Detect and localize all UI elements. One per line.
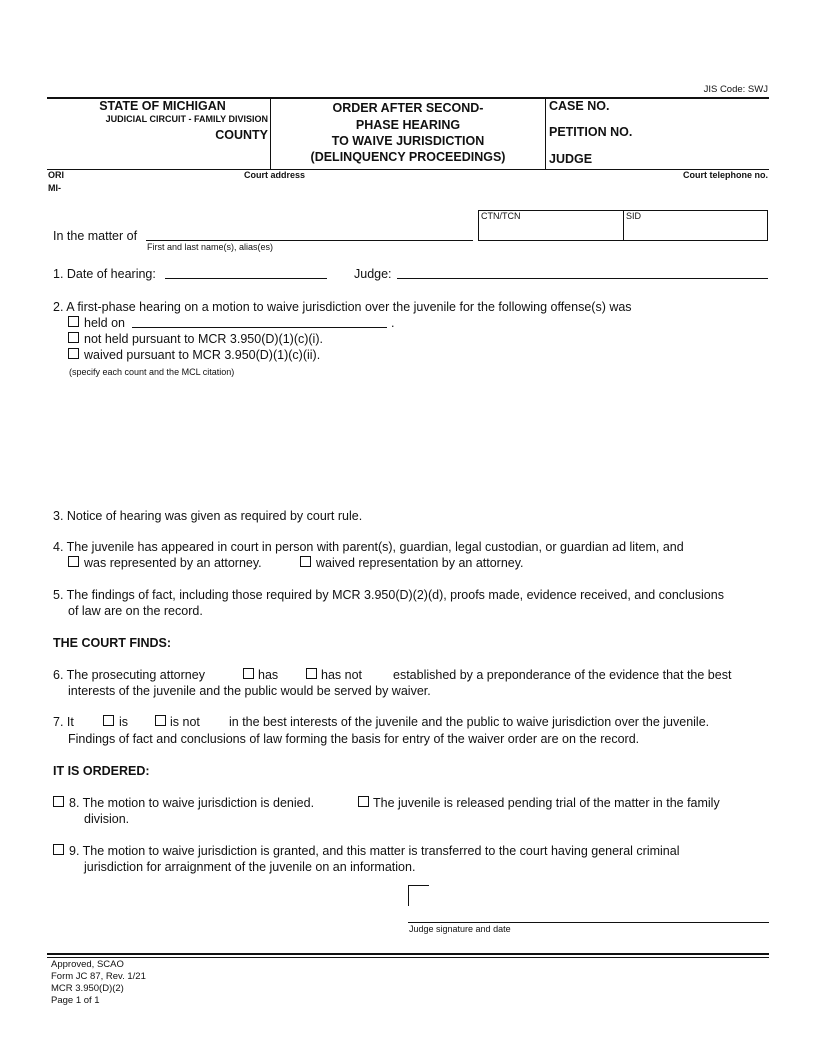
matter-label: In the matter of <box>53 229 138 243</box>
judge-signature-field[interactable] <box>408 922 769 923</box>
form-title-line: ORDER AFTER SECOND- <box>332 101 484 115</box>
is-label: is <box>119 715 129 729</box>
form-title-line: (DELINQUENCY PROCEEDINGS) <box>310 150 506 164</box>
court-phone-label: Court telephone no. <box>683 170 768 180</box>
item-4-text: 4. The juvenile has appeared in court in person with parent(s), guardian, legal custodian, or guardian ad litem, and <box>53 540 684 554</box>
item-9-text: jurisdiction for arraignment of the juvenile on an information. <box>84 860 416 874</box>
matter-caption: First and last name(s), alias(es) <box>147 242 274 252</box>
has-not-label: has not <box>321 668 363 682</box>
footer-line: Page 1 of 1 <box>51 995 100 1006</box>
held-on-label: held on <box>84 316 126 330</box>
footer-line: MCR 3.950(D)(2) <box>51 983 124 994</box>
signature-corner-mark <box>408 885 429 906</box>
has-label: has <box>258 668 279 682</box>
footer-rule <box>47 953 769 955</box>
waived-representation-checkbox[interactable] <box>300 556 311 567</box>
item-2-text: 2. A first-phase hearing on a motion to waive jurisdiction over the juvenile for the following offense(s) was <box>53 300 632 314</box>
divider <box>545 98 546 169</box>
footer-line: Approved, SCAO <box>51 959 124 970</box>
header-rule <box>47 169 769 170</box>
signature-caption: Judge signature and date <box>409 924 511 934</box>
has-not-checkbox[interactable] <box>306 668 317 679</box>
form-title-line: PHASE HEARING <box>355 118 461 132</box>
divider <box>623 210 624 241</box>
court-finds-heading: THE COURT FINDS: <box>53 636 172 650</box>
not-held-checkbox[interactable] <box>68 332 79 343</box>
footer-rule <box>47 957 769 958</box>
held-on-date-field[interactable] <box>132 327 387 328</box>
is-checkbox[interactable] <box>103 715 114 726</box>
has-checkbox[interactable] <box>243 668 254 679</box>
item-6-text: 6. The prosecuting attorney <box>53 668 205 682</box>
is-not-checkbox[interactable] <box>155 715 166 726</box>
period: . <box>391 316 395 330</box>
waived-label: waived pursuant to MCR 3.950(D)(1)(c)(ii). <box>84 348 321 362</box>
date-of-hearing-field[interactable] <box>165 278 327 279</box>
judge-field[interactable] <box>397 278 768 279</box>
represented-checkbox[interactable] <box>68 556 79 567</box>
item-8-text: 8. The motion to waive jurisdiction is denied. <box>69 796 315 810</box>
petition-no-label: PETITION NO. <box>549 125 633 139</box>
footer-line: Form JC 87, Rev. 1/21 <box>51 971 146 982</box>
held-on-checkbox[interactable] <box>68 316 79 327</box>
court-address-label: Court address <box>244 170 306 180</box>
mi-label: MI- <box>48 183 61 193</box>
offense-note: (specify each count and the MCL citation) <box>69 367 235 377</box>
released-label: The juvenile is released pending trial of the matter in the family <box>373 796 720 810</box>
state-label: STATE OF MICHIGAN <box>99 99 226 113</box>
judge-label: JUDGE <box>549 152 593 166</box>
waived-representation-label: waived representation by an attorney. <box>316 556 524 570</box>
item-7-text: 7. It <box>53 715 74 729</box>
case-no-label: CASE NO. <box>549 99 610 113</box>
waived-checkbox[interactable] <box>68 348 79 359</box>
ctn-label: CTN/TCN <box>481 211 521 221</box>
jis-code: JIS Code: SWJ <box>703 84 768 95</box>
form-title-line: TO WAIVE JURISDICTION <box>331 134 485 148</box>
not-held-label: not held pursuant to MCR 3.950(D)(1)(c)(i). <box>84 332 323 346</box>
item-8-checkbox[interactable] <box>53 796 64 807</box>
item-7-text: in the best interests of the juvenile and the public to waive jurisdiction over the juvenile. <box>229 715 710 729</box>
item-7-text: Findings of fact and conclusions of law forming the basis for entry of the waiver order are on the record. <box>68 732 640 746</box>
item-8-text: division. <box>84 812 130 826</box>
represented-label: was represented by an attorney. <box>84 556 262 570</box>
judge-field-label: Judge: <box>354 267 392 281</box>
ordered-heading: IT IS ORDERED: <box>53 764 150 778</box>
item-6-text: interests of the juvenile and the public would be served by waiver. <box>68 684 431 698</box>
circuit-label: JUDICIAL CIRCUIT - FAMILY DIVISION <box>105 114 268 124</box>
sid-label: SID <box>626 211 642 221</box>
item-9-checkbox[interactable] <box>53 844 64 855</box>
item-6-text: established by a preponderance of the evidence that the best <box>393 668 732 682</box>
item-9-text: 9. The motion to waive jurisdiction is granted, and this matter is transferred to the court having general criminal <box>69 844 680 858</box>
item-5-text: 5. The findings of fact, including those required by MCR 3.950(D)(2)(d), proofs made, evidence received, and conclusions <box>53 588 724 602</box>
ori-label: ORI <box>48 170 65 180</box>
matter-name-field[interactable] <box>146 240 473 241</box>
item-3-text: 3. Notice of hearing was given as required by court rule. <box>53 509 363 523</box>
is-not-label: is not <box>170 715 200 729</box>
released-checkbox[interactable] <box>358 796 369 807</box>
item-5-text: of law are on the record. <box>68 604 203 618</box>
date-of-hearing-label: 1. Date of hearing: <box>53 267 156 281</box>
county-label: COUNTY <box>215 128 268 142</box>
